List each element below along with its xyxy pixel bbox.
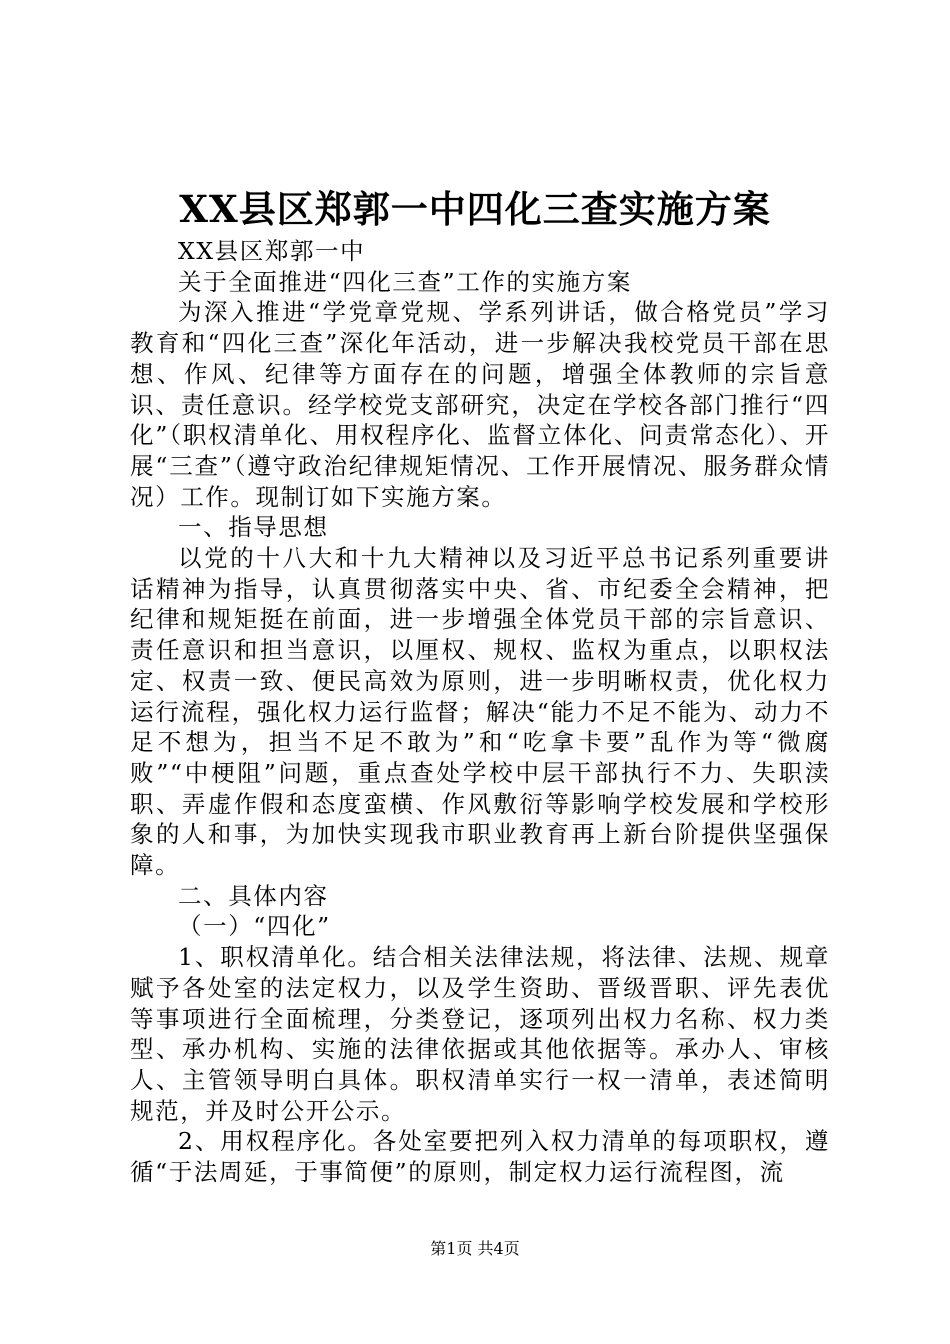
document-body [130,236,830,1188]
paragraph-subtitle: 关于全面推进“四化三查”工作的实施方案 [178,267,632,296]
paragraph-school-name: XX县区郑郭一中 [178,237,366,265]
paragraph-guiding-ideology: 以党的十八大和十九大精神以及习近平总书记系列重要讲话精神为指导，认真贯彻落实中央、省、市纪委全会精神，把纪律和规矩挺在前面，进一步增强全体党员干部的宗旨意识、责任意识和担当意识，以厘权、规权、监权为重点，以职权法定、权责一致、便民高效为原则，进一步明晰权责，优化权力运行流程，强化权力运行监督；解决“能力不足不能为、动力不足不想为，担当不足不敢为”和“吃拿卡要”乱作为等“微腐败”“中梗阻”问题，重点查处学校中层干部执行不力、失职渎职、弄虚作假和态度蛮横、作风敷衍等影响学校发展和学校形象的人和事，为加快实现我市职业教育再上新台阶提供坚强保障。 [130,544,830,880]
paragraph-intro: 为深入推进“学党章党规、学系列讲话，做合格党员”学习教育和“四化三查”深化年活动，进一步解决我校党员干部在思想、作风、纪律等方面存在的问题，增强全体教师的宗旨意识、责任意识。经学校党支部研究，决定在学校各部门推行“四化”（职权清单化、用权程序化、监督立体化、问责常态化）、开展“三查”（遵守政治纪律规矩情况、工作开展情况、服务群众情况）工作。现制订如下实施方案。 [130,298,830,511]
paragraph-item-2: 2、用权程序化。各处室要把列入权力清单的每项职权，遵循“于法周延，于事简便”的原则，制定权力运行流程图，流 [130,1127,830,1187]
paragraph-item-1: 1、职权清单化。结合相关法律法规，将法律、法规、规章赋予各处室的法定权力，以及学生资助、晋级晋职、评先表优等事项进行全面梳理，分类登记，逐项列出权力名称、权力类型、承办机构、实施的法律依据或其他依据等。承办人、审核人、主管领导明白具体。职权清单实行一权一清单，表述简明规范，并及时公开公示。 [130,943,830,1125]
document-title: XX县区郑郭一中四化三查实施方案 [179,187,771,231]
section-heading-guiding-ideology: 一、指导思想 [178,513,329,542]
page-footer: 第1页 共4页 [430,1239,520,1258]
section-heading-content: 二、具体内容 [178,881,329,910]
subsection-heading-four: （一）“四化” [178,912,331,941]
